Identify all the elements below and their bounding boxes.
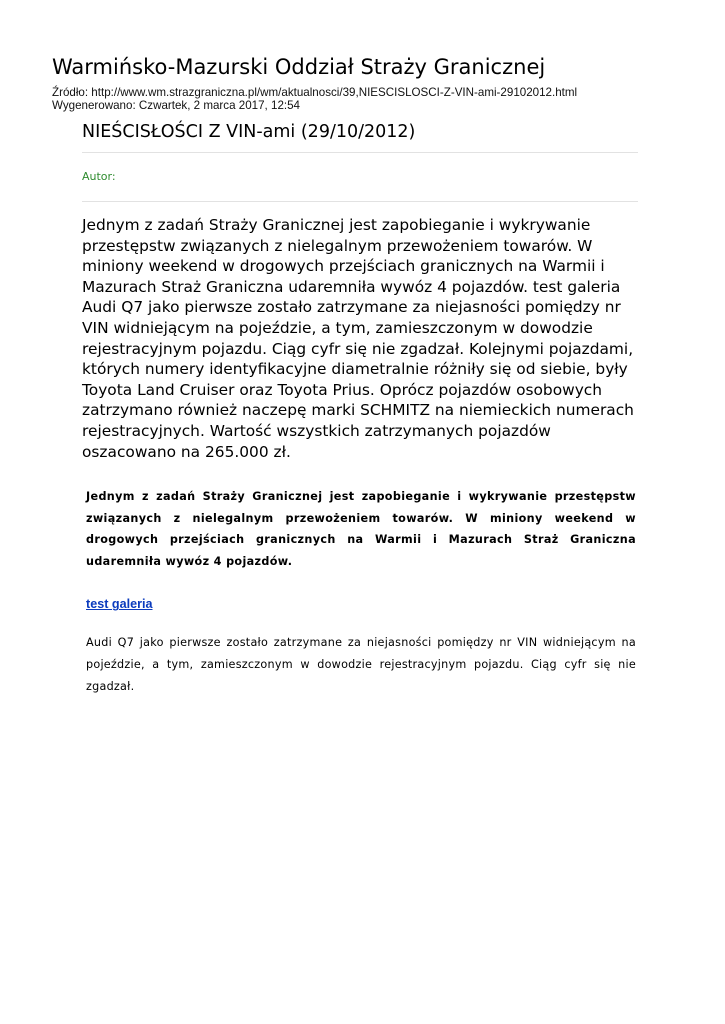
body-paragraph: Audi Q7 jako pierwsze zostało zatrzymane za niejasności pomiędzy nr VIN widniejącym na pojeździe, a tym, zamieszczonym w dowodzie rejestracyjnym pojazdu. Ciąg cyfr się nie zgadzał. [86, 636, 636, 693]
author-label: Autor: [82, 170, 116, 183]
intro-paragraph-bold: Jednym z zadań Straży Granicznej jest zapobieganie i wykrywanie przestępstw związanych z nielegalnym przewożeniem towarów. W miniony weekend w drogowych przejściach granicznych na Warmii i Mazurach Straż Graniczna udaremniła wywóz 4 pojazdów. [86, 490, 636, 568]
article-title: NIEŚCISŁOŚCI Z VIN-ami (29/10/2012) [82, 122, 416, 142]
article-header [82, 116, 638, 462]
gallery-link[interactable]: test galeria [86, 597, 153, 612]
divider [82, 201, 638, 202]
article-body [86, 486, 636, 697]
document-meta [52, 87, 577, 112]
divider [82, 152, 638, 153]
generated-date-line: Wygenerowano: Czwartek, 2 marca 2017, 12:54 [52, 98, 301, 112]
article-lead: Jednym z zadań Straży Granicznej jest zapobieganie i wykrywanie przestępstw związanych z nielegalnym przewożeniem towarów. W miniony weekend w drogowych przejściach granicznych na Warmii i Mazurach Straż Graniczna udaremniła wywóz 4 pojazdów. test galeria Audi Q7 jako pierwsze zostało zatrzymane za niejasności pomiędzy nr VIN widniejącym na pojeździe, a tym, zamieszczonym w dowodzie rejestracyjnym pojazdu. Ciąg cyfr się nie zgadzał. Kolejnymi pojazdami, których numery identyfikacyjne diametralnie różniły się od siebie, były Toyota Land Cruiser oraz Toyota Prius. Oprócz pojazdów osobowych zatrzymano również naczepę marki SCHMITZ na niemieckich numerach rejestracyjnych. Wartość wszystkich zatrzymanych pojazdów oszacowano na 265.000 zł. [82, 216, 634, 461]
source-url-line: Źródło: http://www.wm.strazgraniczna.pl/wm/aktualnosci/39,NIESCISLOSCI-Z-VIN-ami-29102012.html [52, 86, 578, 99]
site-title: Warmińsko-Mazurski Oddział Straży Granicznej [52, 55, 546, 79]
